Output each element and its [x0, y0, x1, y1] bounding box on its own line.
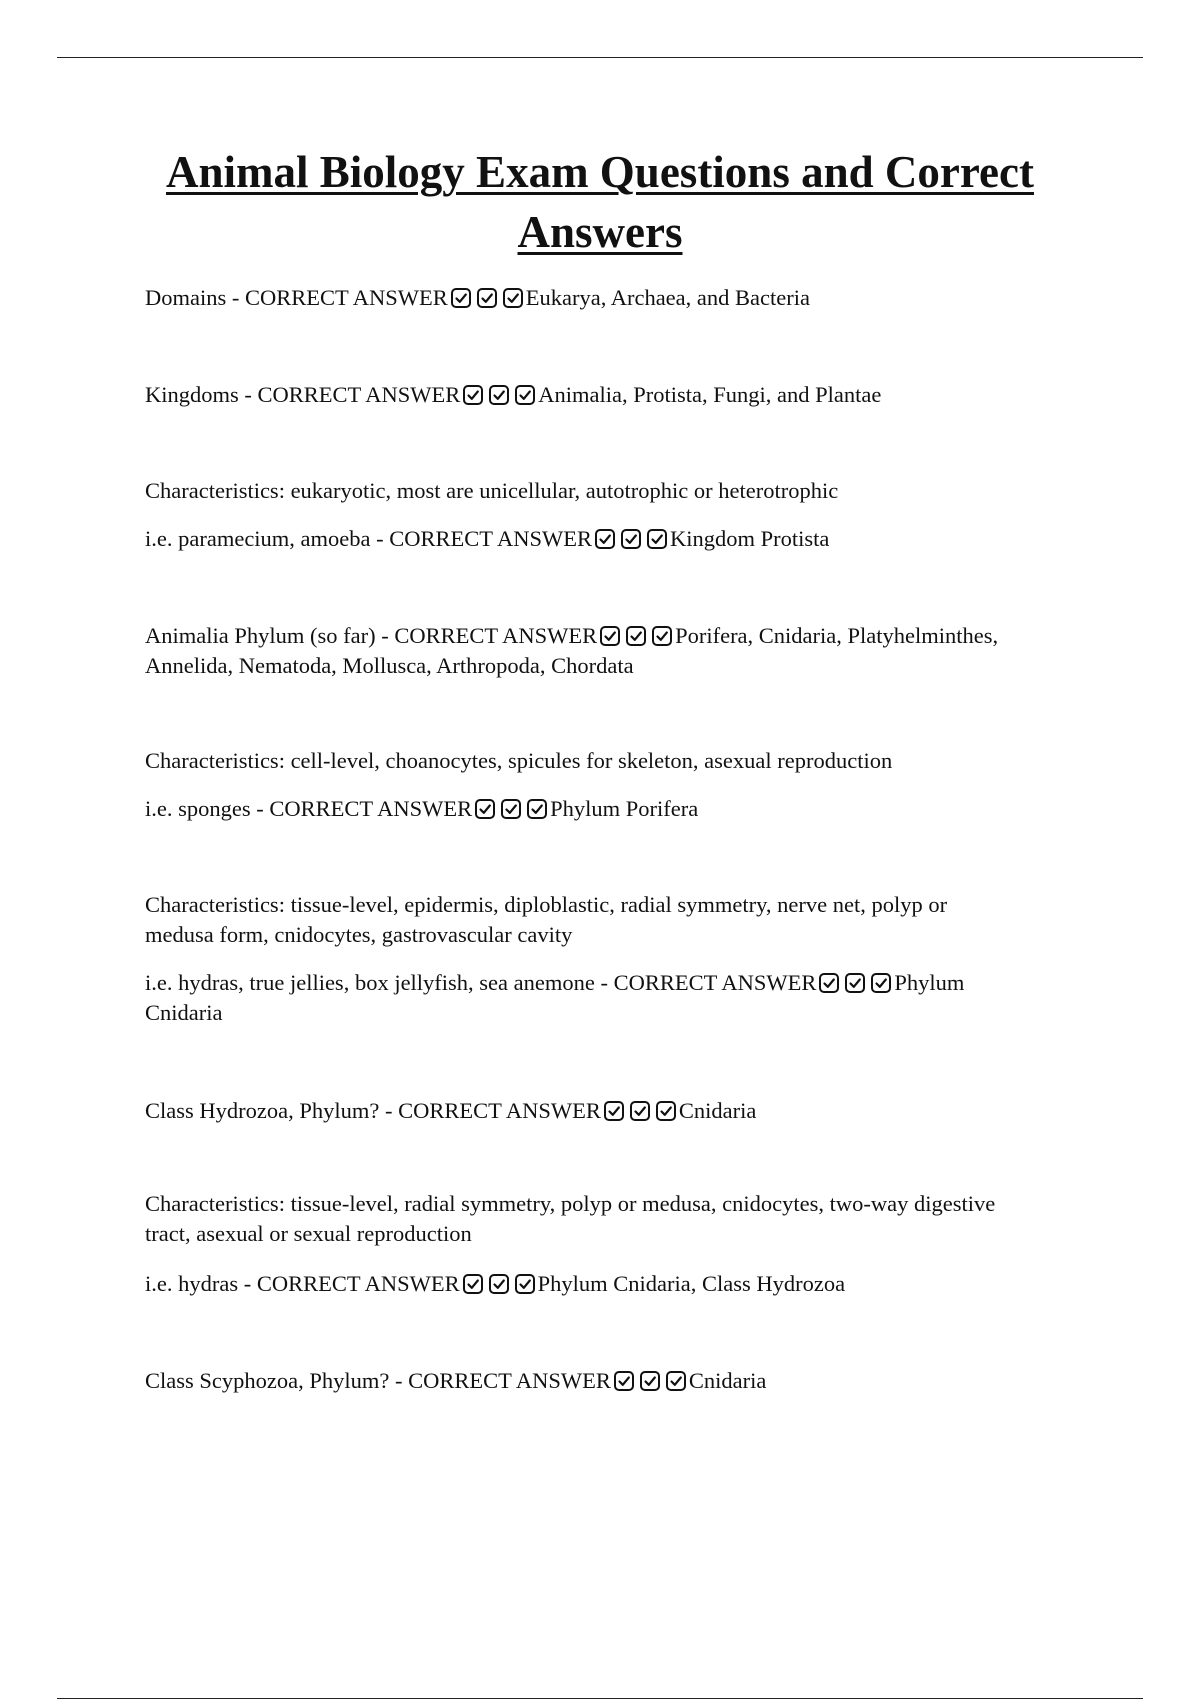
qa-item	[145, 621, 1085, 681]
checkbox-check-icon	[614, 1371, 634, 1391]
answer-text: Phylum Porifera	[550, 796, 699, 821]
qa-item	[145, 1189, 1085, 1249]
qa-item	[145, 380, 1085, 410]
characteristics-text-continued: tract, asexual or sexual reproduction	[145, 1221, 472, 1246]
checkbox-check-icon	[463, 1274, 483, 1294]
checkbox-check-icon	[527, 799, 547, 819]
answer-marker: CORRECT ANSWER	[256, 1271, 460, 1296]
checkbox-check-icon	[621, 529, 641, 549]
question-text: Kingdoms -	[145, 382, 258, 407]
answer-text-continued: Cnidaria	[145, 1000, 223, 1025]
question-text: Domains -	[145, 285, 245, 310]
checkbox-check-icon	[647, 529, 667, 549]
characteristics-text-continued: medusa form, cnidocytes, gastrovascular cavity	[145, 922, 573, 947]
checkbox-check-icon	[595, 529, 615, 549]
checkbox-check-icon	[630, 1101, 650, 1121]
characteristics-text: Characteristics: eukaryotic, most are unicellular, autotrophic or heterotrophic	[145, 478, 839, 503]
checkbox-check-icon	[451, 288, 471, 308]
title-line-2: Answers	[517, 207, 683, 257]
question-text: i.e. hydras, true jellies, box jellyfish, sea anemone -	[145, 970, 614, 995]
checkbox-check-icon	[501, 799, 521, 819]
question-text: i.e. sponges -	[145, 796, 270, 821]
answer-marker: CORRECT ANSWER	[398, 1098, 601, 1123]
checkbox-check-icon	[515, 385, 535, 405]
answer-text-continued: Annelida, Nematoda, Mollusca, Arthropoda, Chordata	[145, 653, 634, 678]
answer-marker: CORRECT ANSWER	[245, 285, 448, 310]
question-text: Animalia Phylum (so far) -	[145, 623, 395, 648]
qa-item	[145, 1366, 1085, 1396]
checkbox-check-icon	[819, 973, 839, 993]
bottom-rule	[57, 1698, 1143, 1699]
title-line-1: Animal Biology Exam Questions and Correct	[166, 147, 1034, 197]
characteristics-text: Characteristics: tissue-level, epidermis, diploblastic, radial symmetry, nerve net, polyp or	[145, 892, 948, 917]
answer-marker: CORRECT ANSWER	[389, 526, 593, 551]
checkbox-check-icon	[475, 799, 495, 819]
checkbox-check-icon	[515, 1274, 535, 1294]
checkbox-check-icon	[463, 385, 483, 405]
answer-text: Kingdom Protista	[670, 526, 830, 551]
qa-item	[145, 524, 1085, 554]
qa-item	[145, 794, 1085, 824]
answer-marker: CORRECT ANSWER	[257, 382, 461, 407]
answer-text: Cnidaria	[678, 1098, 757, 1123]
answer-text: Eukarya, Archaea, and Bacteria	[525, 285, 810, 310]
answer-text: Animalia, Protista, Fungi, and Plantae	[538, 382, 882, 407]
qa-item	[145, 890, 1085, 950]
qa-item	[145, 1096, 1085, 1126]
answer-marker: CORRECT ANSWER	[613, 970, 817, 995]
question-text: Class Scyphozoa, Phylum? -	[145, 1368, 409, 1393]
checkbox-check-icon	[604, 1101, 624, 1121]
question-text: i.e. paramecium, amoeba -	[145, 526, 390, 551]
characteristics-text: Characteristics: cell-level, choanocytes, spicules for skeleton, asexual reproduction	[145, 748, 893, 773]
checkbox-check-icon	[503, 288, 523, 308]
question-text: i.e. hydras -	[145, 1271, 257, 1296]
answer-marker: CORRECT ANSWER	[269, 796, 473, 821]
checkbox-check-icon	[652, 626, 672, 646]
answer-text: Phylum	[894, 970, 965, 995]
qa-item	[145, 283, 1085, 313]
answer-marker: CORRECT ANSWER	[408, 1368, 611, 1393]
checkbox-check-icon	[871, 973, 891, 993]
answer-text: Phylum Cnidaria, Class Hydrozoa	[537, 1271, 846, 1296]
checkbox-check-icon	[626, 626, 646, 646]
answer-text: Porifera, Cnidaria, Platyhelminthes,	[675, 623, 999, 648]
checkbox-check-icon	[666, 1371, 686, 1391]
checkbox-check-icon	[489, 385, 509, 405]
qa-item	[145, 746, 1085, 776]
qa-item	[145, 476, 1085, 506]
checkbox-check-icon	[489, 1274, 509, 1294]
checkbox-check-icon	[656, 1101, 676, 1121]
characteristics-text: Characteristics: tissue-level, radial symmetry, polyp or medusa, cnidocytes, two-way digestive	[145, 1191, 996, 1216]
answer-marker: CORRECT ANSWER	[394, 623, 598, 648]
checkbox-check-icon	[845, 973, 865, 993]
qa-item	[145, 968, 1085, 1028]
qa-item	[145, 1269, 1085, 1299]
question-text: Class Hydrozoa, Phylum? -	[145, 1098, 399, 1123]
checkbox-check-icon	[640, 1371, 660, 1391]
answer-text: Cnidaria	[688, 1368, 767, 1393]
checkbox-check-icon	[477, 288, 497, 308]
checkbox-check-icon	[600, 626, 620, 646]
document-title	[100, 142, 1100, 262]
top-rule	[57, 57, 1143, 58]
